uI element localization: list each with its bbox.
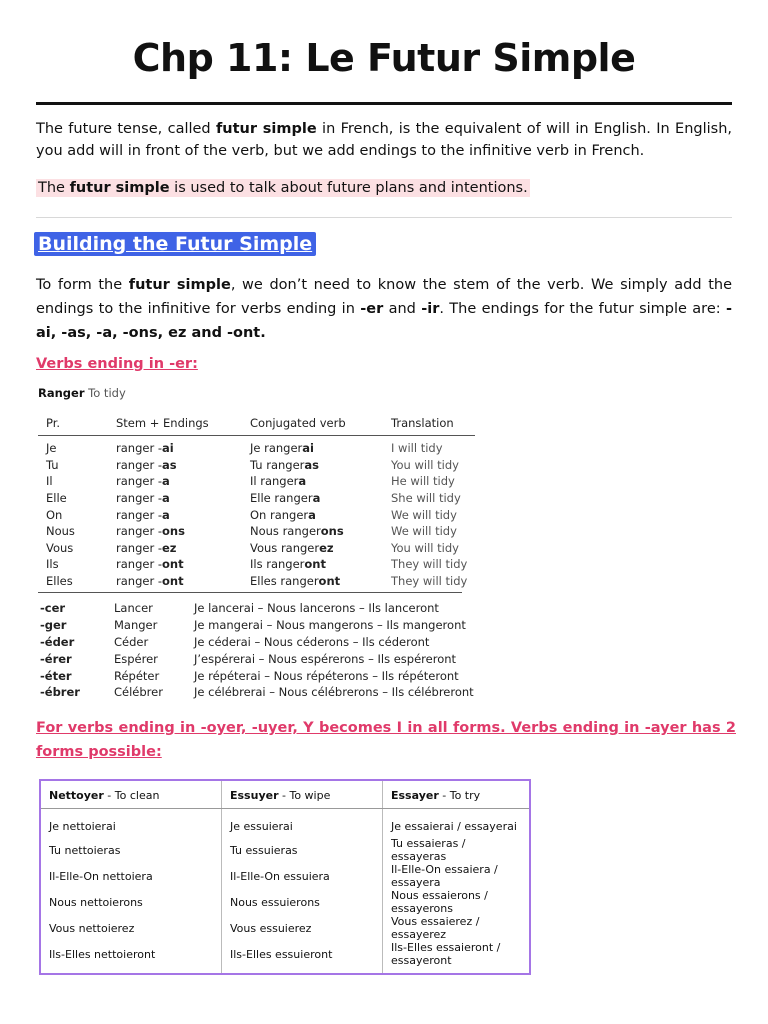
- conjugation-cell: Tu nettoieras: [49, 843, 121, 857]
- infinitive-cell: Manger: [114, 618, 158, 633]
- translation: They will tidy: [391, 557, 468, 572]
- conjugated-cell: [242, 490, 383, 507]
- table-row: [38, 667, 476, 684]
- conjugated-cell: [242, 506, 383, 523]
- infinitive-cell: Espérer: [114, 651, 158, 666]
- pronoun: Nous: [46, 524, 75, 539]
- table-row: [38, 490, 475, 507]
- ending: ai: [161, 441, 174, 456]
- table-row: [38, 556, 475, 573]
- ending-cell: -ger: [40, 618, 67, 633]
- col-header: Conjugated verb: [242, 414, 383, 436]
- header-meaning: - To try: [438, 789, 481, 802]
- table-row: [38, 473, 475, 490]
- pronoun: Il: [46, 474, 53, 489]
- table-row: [38, 457, 475, 474]
- conjugated-stem: Vous ranger: [250, 540, 320, 555]
- col-header: Stem + Endings: [108, 414, 242, 436]
- pronoun-cell: [38, 473, 108, 490]
- ranger-caption: [38, 386, 126, 400]
- conjugation-cell: Je essuierai: [222, 809, 383, 838]
- header-verb: Essayer: [391, 789, 439, 802]
- stem-cell: [108, 506, 242, 523]
- example-cell: Je lancerai – Nous lancerons – Ils lanceront: [194, 601, 439, 616]
- conjugation-cell: Vous essaierez / essayerez: [383, 915, 531, 941]
- translation: We will tidy: [391, 524, 457, 539]
- ending-cell: -ébrer: [40, 685, 80, 700]
- text-run: -er: [360, 301, 384, 317]
- pronoun: Vous: [46, 540, 74, 555]
- conjugation-cell: Il-Elle-On essuiera: [222, 863, 383, 889]
- conjugated-stem: Tu ranger: [250, 457, 305, 472]
- stem: ranger -: [116, 457, 162, 472]
- stem: ranger -: [116, 474, 162, 489]
- pronoun: Elles: [46, 574, 73, 589]
- er-verbs-heading: Verbs ending in -er:: [36, 356, 198, 372]
- text-run: and: [383, 301, 422, 317]
- translation: She will tidy: [391, 491, 461, 506]
- intro-paragraph: [36, 118, 732, 162]
- conjugation-cell: Ils-Elles essaieront / essayeront: [383, 941, 531, 974]
- translation: You will tidy: [391, 540, 459, 555]
- pronoun-cell: [38, 573, 108, 590]
- translation-cell: [383, 457, 475, 474]
- infinitive-cell: Célébrer: [114, 685, 163, 700]
- col-header: [40, 780, 222, 809]
- ending: a: [161, 507, 170, 522]
- conjugated-ending: a: [298, 474, 307, 489]
- text-run: in French, is the equivalent of will in English. In English, you add will in front of the verb, but we add endings to the infinitive verb in French.: [36, 121, 732, 159]
- table-row: [38, 573, 475, 590]
- translation-cell: [383, 436, 475, 457]
- stem-cell: [108, 490, 242, 507]
- table-row: [40, 889, 530, 915]
- conjugation-cell: Je essaierai / essayerai: [383, 809, 531, 838]
- table-row: [40, 837, 530, 863]
- ending: a: [161, 491, 170, 506]
- translation-cell: [383, 523, 475, 540]
- pronoun-cell: [38, 506, 108, 523]
- oyer-conjugation-table: [39, 779, 531, 975]
- ending-cell: -cer: [40, 601, 66, 616]
- pronoun: On: [46, 507, 63, 522]
- stem: ranger -: [116, 507, 162, 522]
- ending-cell: -érer: [40, 651, 72, 666]
- stem-cell: [108, 523, 242, 540]
- text-run: To form the: [36, 277, 129, 293]
- conjugated-ending: ons: [320, 524, 344, 539]
- pronoun: Tu: [46, 457, 59, 472]
- infinitive-cell: Lancer: [114, 601, 153, 616]
- table-row: [40, 941, 530, 974]
- example-cell: J’espérerai – Nous espérerons – Ils espéreront: [194, 651, 457, 666]
- conjugated-stem: Elle ranger: [250, 491, 313, 506]
- translation-cell: [383, 506, 475, 523]
- spelling-changes-table: [38, 600, 476, 701]
- ending: ons: [161, 524, 185, 539]
- spelling-divider: [38, 592, 462, 593]
- translation-cell: [383, 490, 475, 507]
- conjugated-cell: [242, 457, 383, 474]
- pronoun: Elle: [46, 491, 67, 506]
- conjugated-cell: [242, 473, 383, 490]
- pronoun-cell: [38, 457, 108, 474]
- conjugation-cell: Tu essaieras / essayeras: [383, 837, 531, 863]
- ending-cell: -éter: [40, 668, 72, 683]
- header-meaning: - To wipe: [278, 789, 331, 802]
- usage-highlight: [36, 179, 530, 197]
- stem: ranger -: [116, 491, 162, 506]
- pronoun: Ils: [46, 557, 59, 572]
- infinitive-cell: Céder: [114, 634, 149, 649]
- conjugated-stem: Elles ranger: [250, 574, 319, 589]
- text-run: -ai, -as, -a, -ons, ez and -ont.: [36, 301, 732, 341]
- translation: I will tidy: [391, 441, 443, 456]
- stem: ranger -: [116, 557, 162, 572]
- conjugated-ending: ont: [318, 574, 341, 589]
- translation: You will tidy: [391, 457, 459, 472]
- example-cell: Je mangerai – Nous mangerons – Ils mangeront: [194, 618, 466, 633]
- text-run: futur simple: [215, 121, 317, 137]
- table-row: [38, 600, 476, 617]
- conjugation-cell: Nous nettoierons: [49, 895, 143, 909]
- translation: He will tidy: [391, 474, 455, 489]
- conjugated-ending: as: [304, 457, 319, 472]
- table-row: [38, 634, 476, 651]
- text-run: . The endings for the futur simple are:: [439, 301, 726, 317]
- ranger-conjugation-table: [38, 414, 475, 589]
- col-header: Translation: [383, 414, 475, 436]
- conjugated-stem: Ils ranger: [250, 557, 305, 572]
- page-title: Chp 11: Le Futur Simple: [132, 36, 636, 80]
- header-verb: Essuyer: [230, 789, 279, 802]
- conjugated-cell: [242, 556, 383, 573]
- col-header: Pr.: [38, 414, 108, 436]
- example-cell: Je céderai – Nous céderons – Ils céderont: [194, 634, 430, 649]
- header-verb: Nettoyer: [49, 789, 104, 802]
- text-run: futur simple: [128, 277, 231, 293]
- conjugated-ending: a: [312, 491, 321, 506]
- example-cell: Je répéterai – Nous répéterons – Ils répéteront: [194, 668, 459, 683]
- translation: They will tidy: [391, 574, 468, 589]
- pronoun-cell: [38, 436, 108, 457]
- oyer-verbs-heading: For verbs ending in -oyer, -uyer, Y becomes I in all forms. Verbs ending in -ayer has 2 forms possible:: [36, 720, 736, 760]
- pronoun-cell: [38, 523, 108, 540]
- stem-cell: [108, 556, 242, 573]
- conjugation-cell: Ils-Elles essuieront: [222, 941, 383, 974]
- stem: ranger -: [116, 540, 162, 555]
- stem: ranger -: [116, 441, 162, 456]
- conjugation-cell: Ils-Elles nettoieront: [49, 947, 156, 961]
- text-run: is used to talk about future plans and intentions.: [169, 180, 528, 196]
- table-row: [38, 523, 475, 540]
- ending: ez: [161, 540, 177, 555]
- conjugated-ending: ez: [319, 540, 334, 555]
- ending: ont: [161, 574, 184, 589]
- title-divider: [36, 102, 732, 105]
- col-header: [383, 780, 531, 809]
- stem-cell: [108, 436, 242, 457]
- example-cell: Je célébrerai – Nous célébrerons – Ils célébreront: [194, 685, 474, 700]
- table-row: [40, 915, 530, 941]
- conjugation-cell: Il-Elle-On essaiera / essayera: [383, 863, 531, 889]
- conjugation-cell: Tu essuieras: [222, 837, 383, 863]
- conjugated-ending: ai: [302, 441, 314, 456]
- header-meaning: - To clean: [103, 789, 160, 802]
- conjugated-cell: [242, 573, 383, 590]
- stem-cell: [108, 540, 242, 557]
- stem: ranger -: [116, 574, 162, 589]
- conjugation-cell: Vous essuierez: [222, 915, 383, 941]
- stem: ranger -: [116, 524, 162, 539]
- stem-cell: [108, 457, 242, 474]
- table-row: [38, 684, 476, 701]
- section-heading: Building the Futur Simple: [34, 232, 316, 256]
- table-row: [40, 863, 530, 889]
- pronoun-cell: [38, 490, 108, 507]
- infinitive-cell: Répéter: [114, 668, 160, 683]
- conjugated-cell: [242, 523, 383, 540]
- conjugated-ending: ont: [304, 557, 326, 572]
- conjugated-stem: Il ranger: [250, 474, 299, 489]
- conjugation-cell: Je nettoierai: [49, 819, 116, 833]
- conjugated-stem: On ranger: [250, 507, 309, 522]
- ranger-verb: Ranger: [38, 386, 85, 400]
- table-row: [38, 540, 475, 557]
- stem-cell: [108, 473, 242, 490]
- ending-cell: -éder: [40, 634, 75, 649]
- conjugation-cell: Nous essaierons / essayerons: [383, 889, 531, 915]
- ranger-meaning: To tidy: [88, 386, 126, 400]
- table-row: [38, 617, 476, 634]
- ending: ont: [161, 557, 184, 572]
- translation: We will tidy: [391, 507, 457, 522]
- pronoun-cell: [38, 540, 108, 557]
- pronoun-cell: [38, 556, 108, 573]
- col-header: [222, 780, 383, 809]
- table-row: [40, 809, 530, 838]
- translation-cell: [383, 556, 475, 573]
- translation-cell: [383, 473, 475, 490]
- conjugated-ending: a: [308, 507, 316, 522]
- text-run: futur simple: [69, 180, 170, 196]
- conjugation-cell: Nous essuierons: [222, 889, 383, 915]
- usage-paragraph: [36, 177, 732, 199]
- conjugated-stem: Nous ranger: [250, 524, 321, 539]
- text-run: , we don’t need to know the stem of the verb. We simply add the endings to the infinitive for verbs ending in: [36, 277, 732, 317]
- ending: as: [161, 457, 177, 472]
- translation-cell: [383, 540, 475, 557]
- pronoun: Je: [46, 441, 57, 456]
- section-divider: [36, 217, 732, 218]
- ending: a: [161, 474, 170, 489]
- conjugated-cell: [242, 436, 383, 457]
- text-run: -ir: [421, 301, 440, 317]
- text-run: The future tense, called: [36, 121, 216, 137]
- conjugated-stem: Je ranger: [250, 441, 303, 456]
- translation-cell: [383, 573, 475, 590]
- stem-cell: [108, 573, 242, 590]
- text-run: The: [38, 180, 70, 196]
- table-row: [38, 436, 475, 457]
- building-paragraph: [36, 273, 732, 345]
- conjugation-cell: Il-Elle-On nettoiera: [49, 869, 153, 883]
- table-row: [38, 650, 476, 667]
- conjugation-cell: Vous nettoierez: [49, 921, 135, 935]
- table-row: [38, 506, 475, 523]
- conjugated-cell: [242, 540, 383, 557]
